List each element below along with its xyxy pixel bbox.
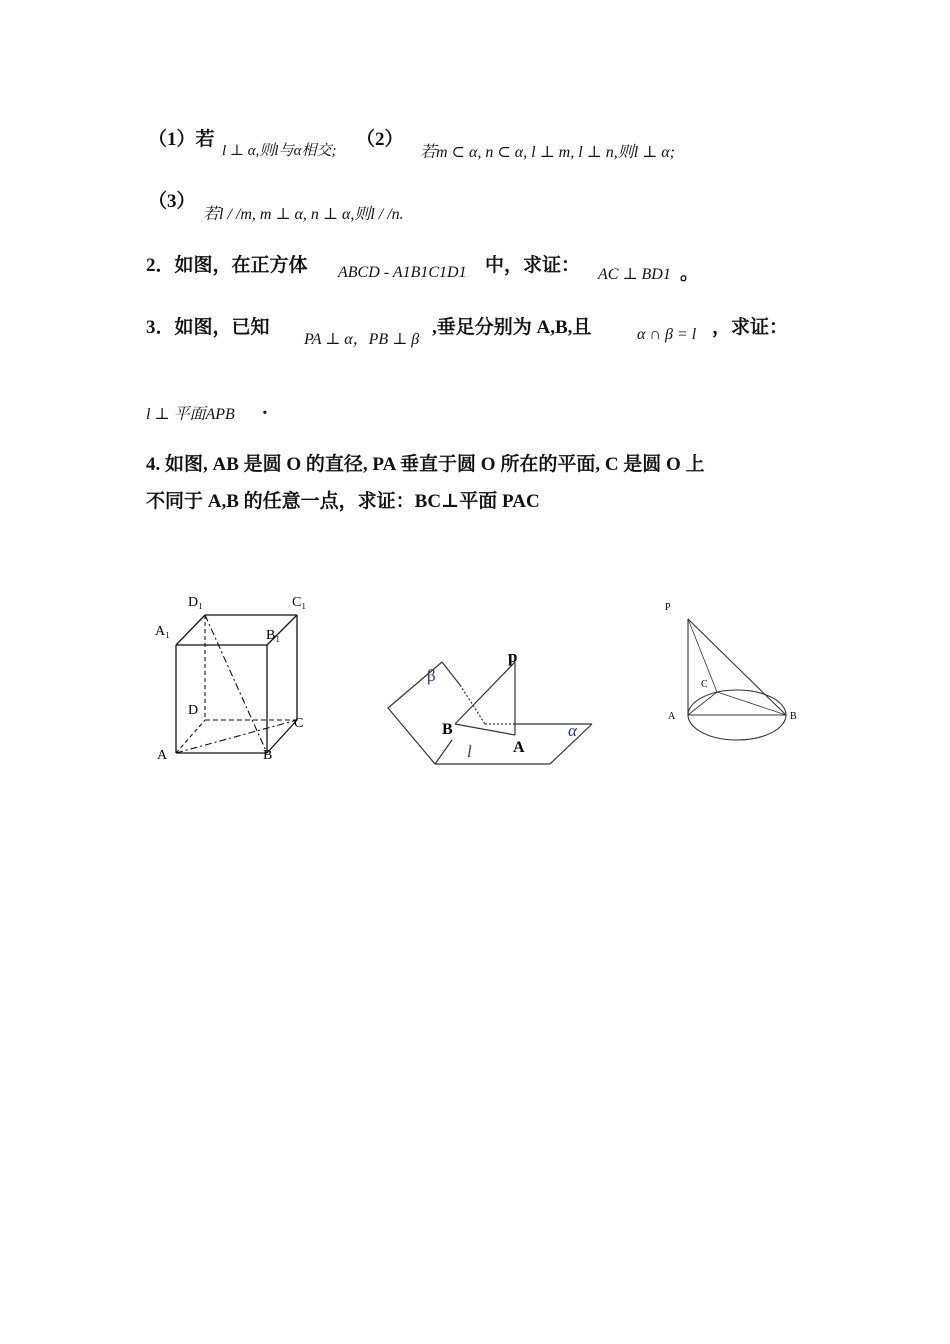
item-1-label: （1）若 [148,129,215,150]
question-2-text: 2．如图，在正方体 [146,255,308,276]
item-2-label: （2） [356,129,404,150]
planes-figure [380,640,610,775]
label-b: B [442,721,453,738]
question-3-intersection: α ∩ β = l [637,326,697,343]
question-3-end: ，求证： [712,317,789,338]
question-3-text: 3．如图，已知 [146,317,270,338]
item-3-statement: 若l / /m, m ⊥ α, n ⊥ α,则l / /n. [203,206,404,223]
label-a: A [157,748,168,763]
label-a1: A₁ [155,624,170,639]
question-3-mid: ,垂足分别为 A,B,且 [432,317,592,338]
question-2-claim: AC ⊥ BD1 [598,266,671,283]
label-c: C [294,716,304,731]
label-b: B [790,711,797,722]
question-2-end: 。 [680,263,700,284]
question-3-given: PA ⊥ α，PB ⊥ β [304,331,420,348]
question-4-line-1: 4. 如图, AB 是圆 O 的直径, PA 垂直于圆 O 所在的平面, C 是圆 O 上 [146,454,705,475]
question-2-mid: 中，求证： [485,255,581,276]
question-2-cube-name: ABCD - A1B1C1D1 [338,264,467,281]
item-3-label: （3） [148,191,196,212]
cone-figure [660,595,820,745]
question-4-line-2: 不同于 A,B 的任意一点，求证：BC⊥平面 PAC [146,491,540,512]
label-alpha: α [568,721,577,740]
label-d1: D₁ [188,595,203,610]
label-a: A [668,711,676,722]
question-3-claim: l ⊥ 平面APB [146,406,235,423]
cube-figure [140,585,340,775]
label-b: B [263,748,273,763]
label-c: C [701,679,708,690]
label-b1: B₁ [266,628,281,643]
label-p: P [665,602,671,613]
question-3-dot: ． [262,397,282,418]
item-2-statement: 若m ⊂ α, n ⊂ α, l ⊥ m, l ⊥ n,则l ⊥ α; [420,144,675,161]
label-d: D [188,703,199,718]
label-a: A [513,739,525,756]
label-l: l [467,742,472,761]
label-p: p [508,647,518,666]
label-c1: C₁ [292,595,307,610]
item-1-statement: l ⊥ α,则l与α相交; [222,143,337,159]
label-beta: β [427,666,436,685]
